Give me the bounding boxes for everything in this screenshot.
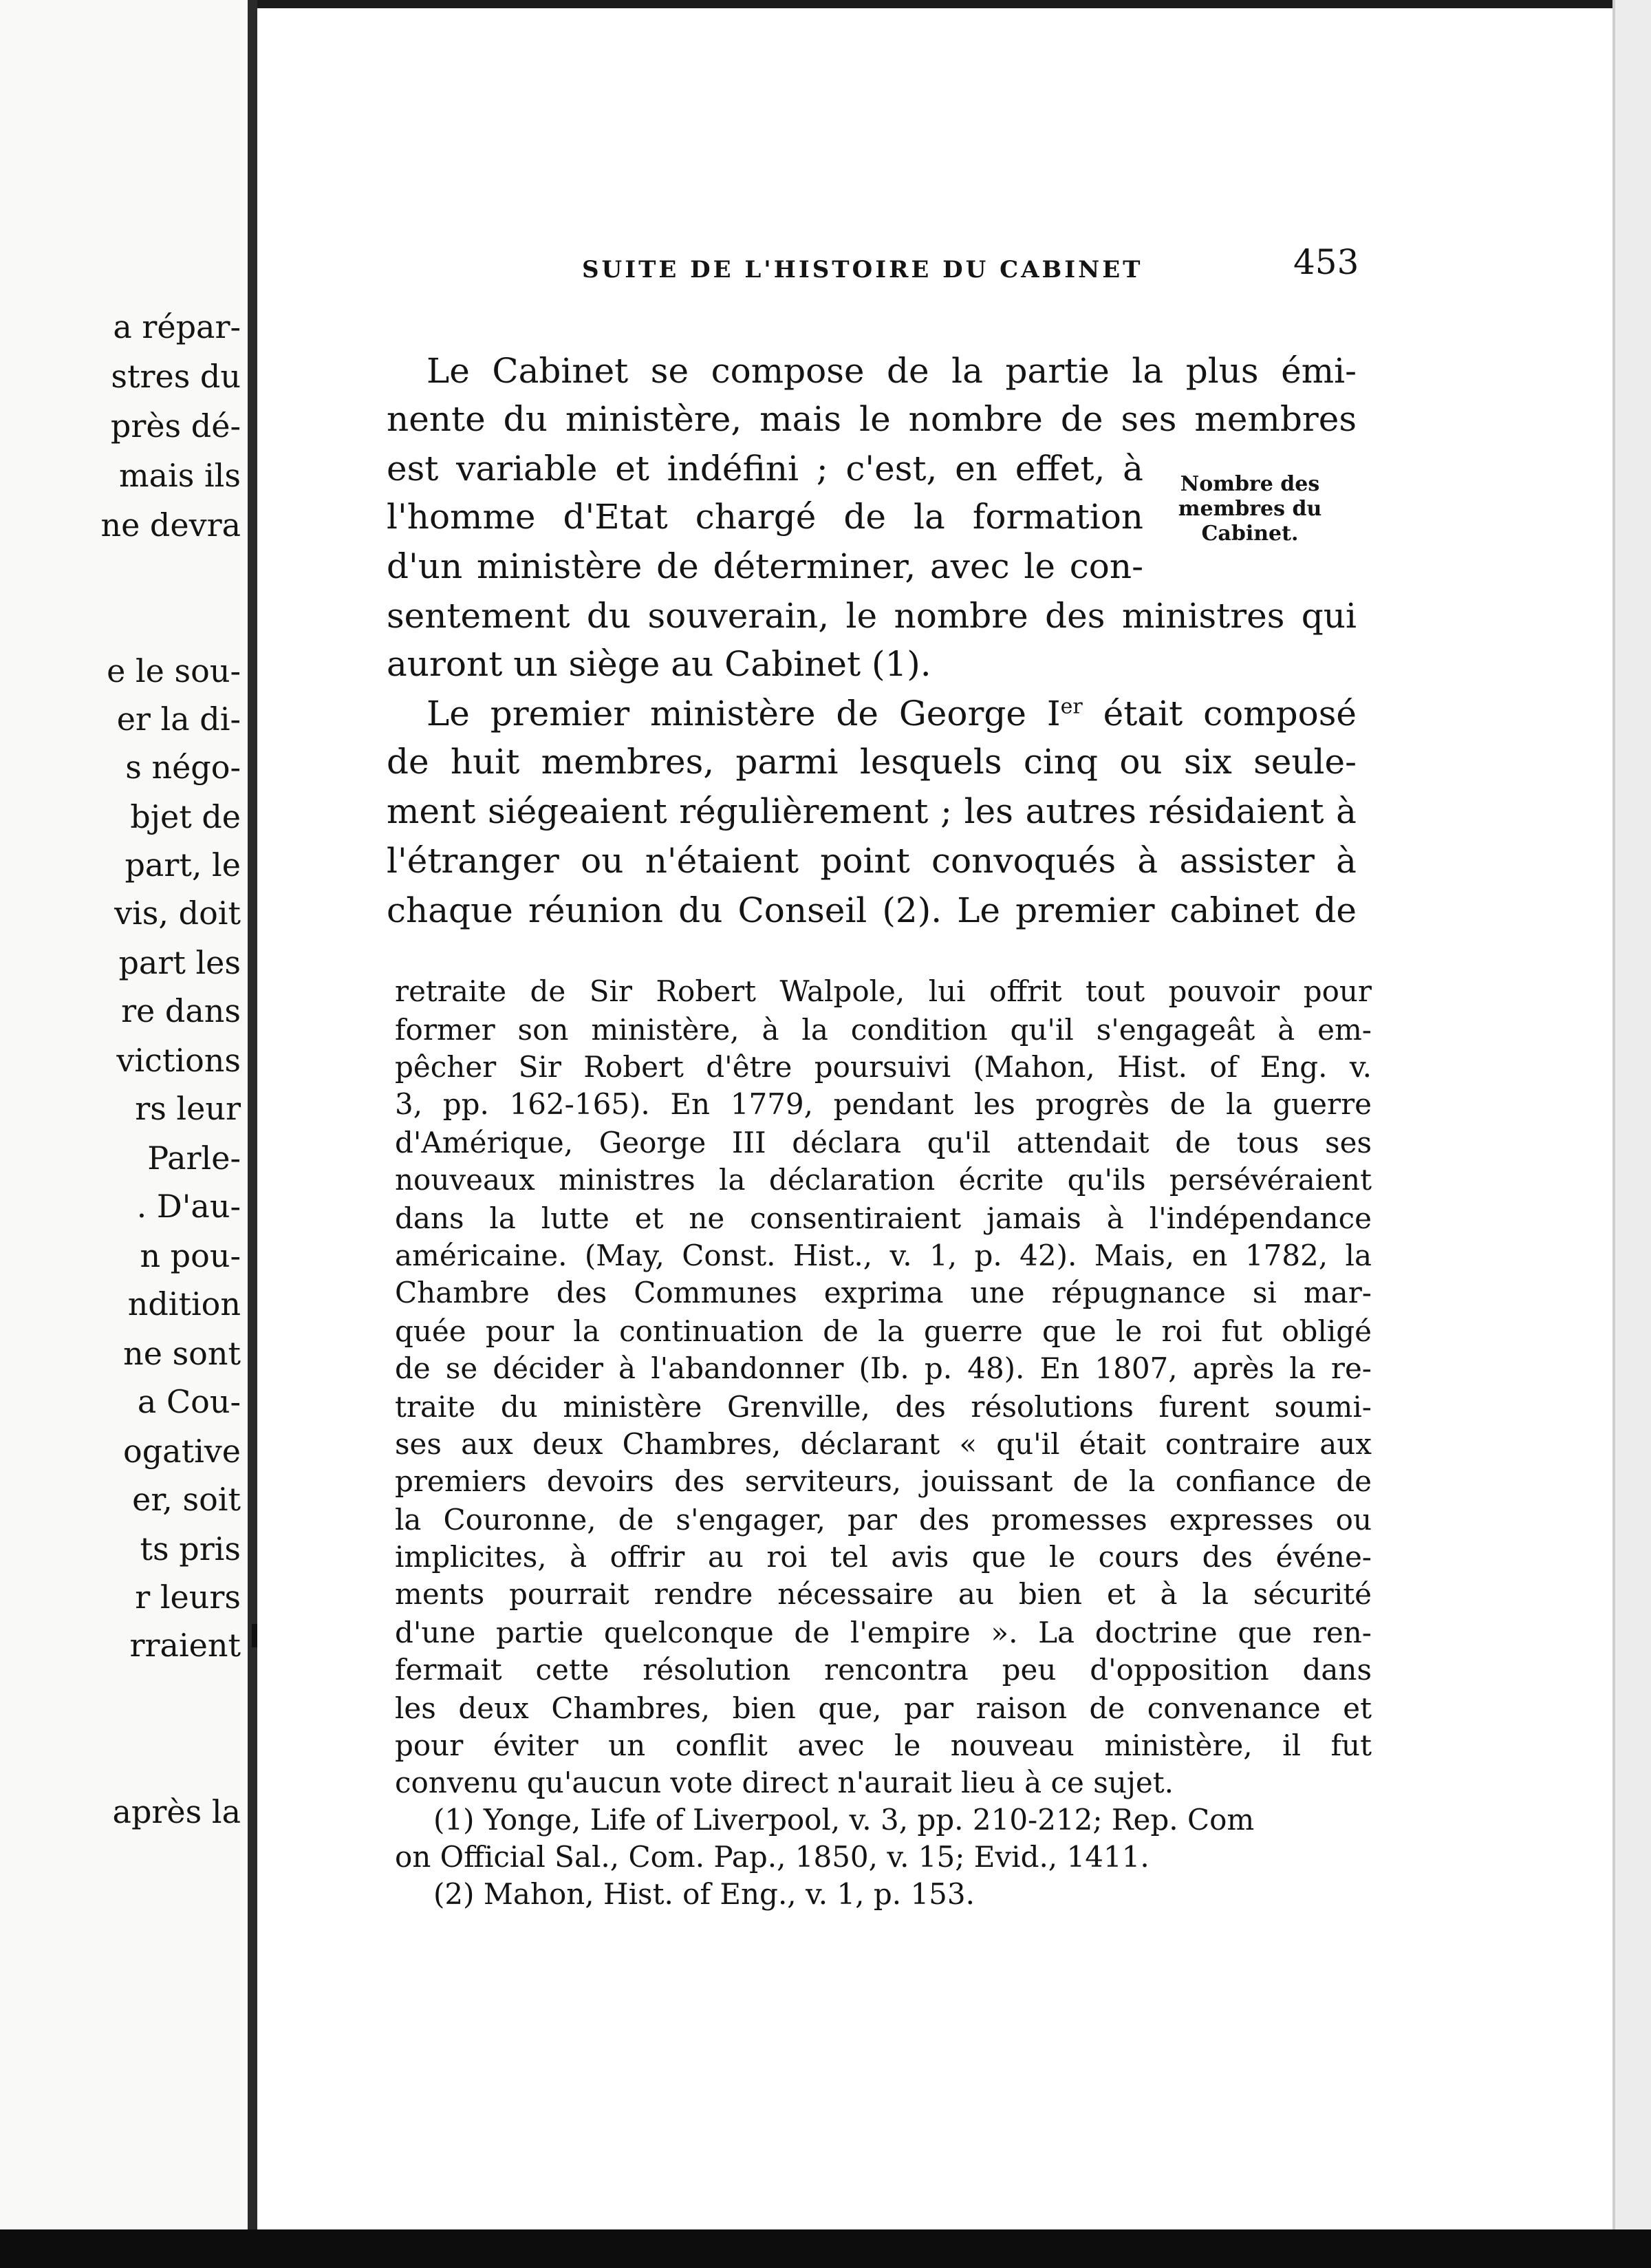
footnote-line: former son ministère, à la condition qu'il s'engageât à em- xyxy=(395,1013,1372,1047)
body-line: d'un ministère de déterminer, avec le con- xyxy=(387,546,1143,586)
footnote-line: ses aux deux Chambres, déclarant « qu'il était contraire aux xyxy=(395,1427,1372,1461)
left-fragment: a répar- xyxy=(113,308,241,345)
footnote-line: ments pourrait rendre nécessaire au bien et à la sécurité xyxy=(395,1577,1372,1611)
footnote-line: fermait cette résolution rencontra peu d'opposition dans xyxy=(395,1653,1372,1687)
footnote-line: d'une partie quelconque de l'empire ». La doctrine que ren- xyxy=(395,1616,1372,1649)
left-fragment: rs leur xyxy=(135,1090,241,1127)
left-fragment: après la xyxy=(112,1793,241,1830)
footnote-line: implicites, à offrir au roi tel avis que le cours des événe- xyxy=(395,1540,1372,1574)
margin-note xyxy=(1157,472,1343,546)
left-fragment: ne sont xyxy=(123,1335,241,1372)
footnote-line: quée pour la continuation de la guerre que le roi fut obligé xyxy=(395,1314,1372,1348)
body-line: l'étranger ou n'étaient point convoqués à assister à xyxy=(387,841,1357,881)
body-line: est variable et indéfini ; c'est, en effet, à xyxy=(387,449,1143,489)
margin-note-line: Nombre des xyxy=(1180,472,1320,496)
body-line: l'homme d'Etat chargé de la formation xyxy=(387,497,1143,537)
left-fragment: ts pris xyxy=(140,1530,241,1568)
left-fragment: part les xyxy=(118,944,241,981)
left-fragment: n pou- xyxy=(140,1237,241,1274)
left-fragment: r leurs xyxy=(135,1579,241,1616)
footnote-2: (2) Mahon, Hist. of Eng., v. 1, p. 153. xyxy=(433,1877,975,1911)
left-fragment: . D'au- xyxy=(136,1188,241,1225)
footnote-line: les deux Chambres, bien que, par raison de convenance et xyxy=(395,1691,1372,1725)
footnote-line: d'Amérique, George III déclara qu'il attendait de tous ses xyxy=(395,1126,1372,1159)
left-fragment: ogative xyxy=(123,1433,241,1470)
body-line: de huit membres, parmi lesquels cinq ou six seule- xyxy=(387,742,1357,782)
left-fragment: près dé- xyxy=(110,407,241,445)
left-facing-page xyxy=(0,0,257,2229)
footnote-line: pêcher Sir Robert d'être poursuivi (Mahon, Hist. of Eng. v. xyxy=(395,1050,1372,1084)
left-fragment: Parle- xyxy=(147,1140,241,1177)
footnote-line: convenu qu'aucun vote direct n'aurait lieu à ce sujet. xyxy=(395,1766,1174,1799)
footnote-line: 3, pp. 162-165). En 1779, pendant les progrès de la guerre xyxy=(395,1087,1372,1121)
body-line: chaque réunion du Conseil (2). Le premier cabinet de xyxy=(387,890,1357,930)
footnote-line: nouveaux ministres la déclaration écrite qu'ils persévéraient xyxy=(395,1163,1372,1197)
body-line: nente du ministère, mais le nombre de ses membres xyxy=(387,399,1357,439)
left-fragment: er, soit xyxy=(132,1481,241,1518)
left-fragment: re dans xyxy=(121,992,241,1029)
left-fragment: rraient xyxy=(129,1627,241,1664)
body-line xyxy=(427,694,1357,734)
footnote-line: dans la lutte et ne consentiraient jamais à l'indépendance xyxy=(395,1201,1372,1235)
footnote-line: la Couronne, de s'engager, par des promesses expresses ou xyxy=(395,1503,1372,1537)
footnote-line: de se décider à l'abandonner (Ib. p. 48). En 1807, après la re- xyxy=(395,1351,1372,1385)
body-line: ment siégeaient régulièrement ; les autres résidaient à xyxy=(387,791,1357,831)
body-text: était composé xyxy=(1082,694,1357,734)
body-line: Le Cabinet se compose de la partie la plus émi- xyxy=(427,351,1357,391)
left-fragment: stres du xyxy=(111,358,241,395)
margin-note-line: Cabinet. xyxy=(1201,522,1299,546)
superscript: er xyxy=(1060,694,1083,719)
running-header: SUITE DE L'HISTOIRE DU CABINET xyxy=(582,256,1143,284)
footnote-line: Chambre des Communes exprima une répugnance si mar- xyxy=(395,1276,1372,1309)
footnote-1: (1) Yonge, Life of Liverpool, v. 3, pp. 210-212; Rep. Com xyxy=(433,1803,1255,1837)
page-edge xyxy=(1612,0,1651,2229)
body-line: auront un siège au Cabinet (1). xyxy=(387,644,931,684)
footnote-line: américaine. (May, Const. Hist., v. 1, p. 42). Mais, en 1782, la xyxy=(395,1239,1372,1272)
body-text: Le premier ministère de George I xyxy=(427,694,1061,734)
left-fragment: victions xyxy=(116,1042,241,1079)
left-fragment: ndition xyxy=(127,1285,241,1323)
body-line: sentement du souverain, le nombre des ministres qui xyxy=(387,596,1357,636)
footnote-line: premiers devoirs des serviteurs, jouissant de la confiance de xyxy=(395,1464,1372,1498)
left-fragment: ne devra xyxy=(100,506,241,544)
left-fragment: vis, doit xyxy=(114,895,241,932)
footnote-line: retraite de Sir Robert Walpole, lui offrit tout pouvoir pour xyxy=(395,974,1372,1008)
page-number: 453 xyxy=(1293,242,1359,282)
footnote-1-continued: on Official Sal., Com. Pap., 1850, v. 15; Evid., 1411. xyxy=(395,1840,1150,1874)
left-fragment: part, le xyxy=(125,846,241,884)
left-fragment: s négo- xyxy=(125,749,241,786)
left-fragment: e le sou- xyxy=(107,652,241,689)
footnote-line: traite du ministère Grenville, des résolutions furent soumi- xyxy=(395,1390,1372,1424)
scan-border xyxy=(0,2229,1651,2268)
left-fragment: bjet de xyxy=(130,798,241,835)
left-fragment: er la di- xyxy=(116,700,241,738)
left-fragment: a Cou- xyxy=(137,1383,241,1420)
left-fragment: mais ils xyxy=(118,457,241,494)
footnote-line: pour éviter un conflit avec le nouveau ministère, il fut xyxy=(395,1729,1372,1762)
margin-note-line: membres du xyxy=(1178,497,1322,521)
